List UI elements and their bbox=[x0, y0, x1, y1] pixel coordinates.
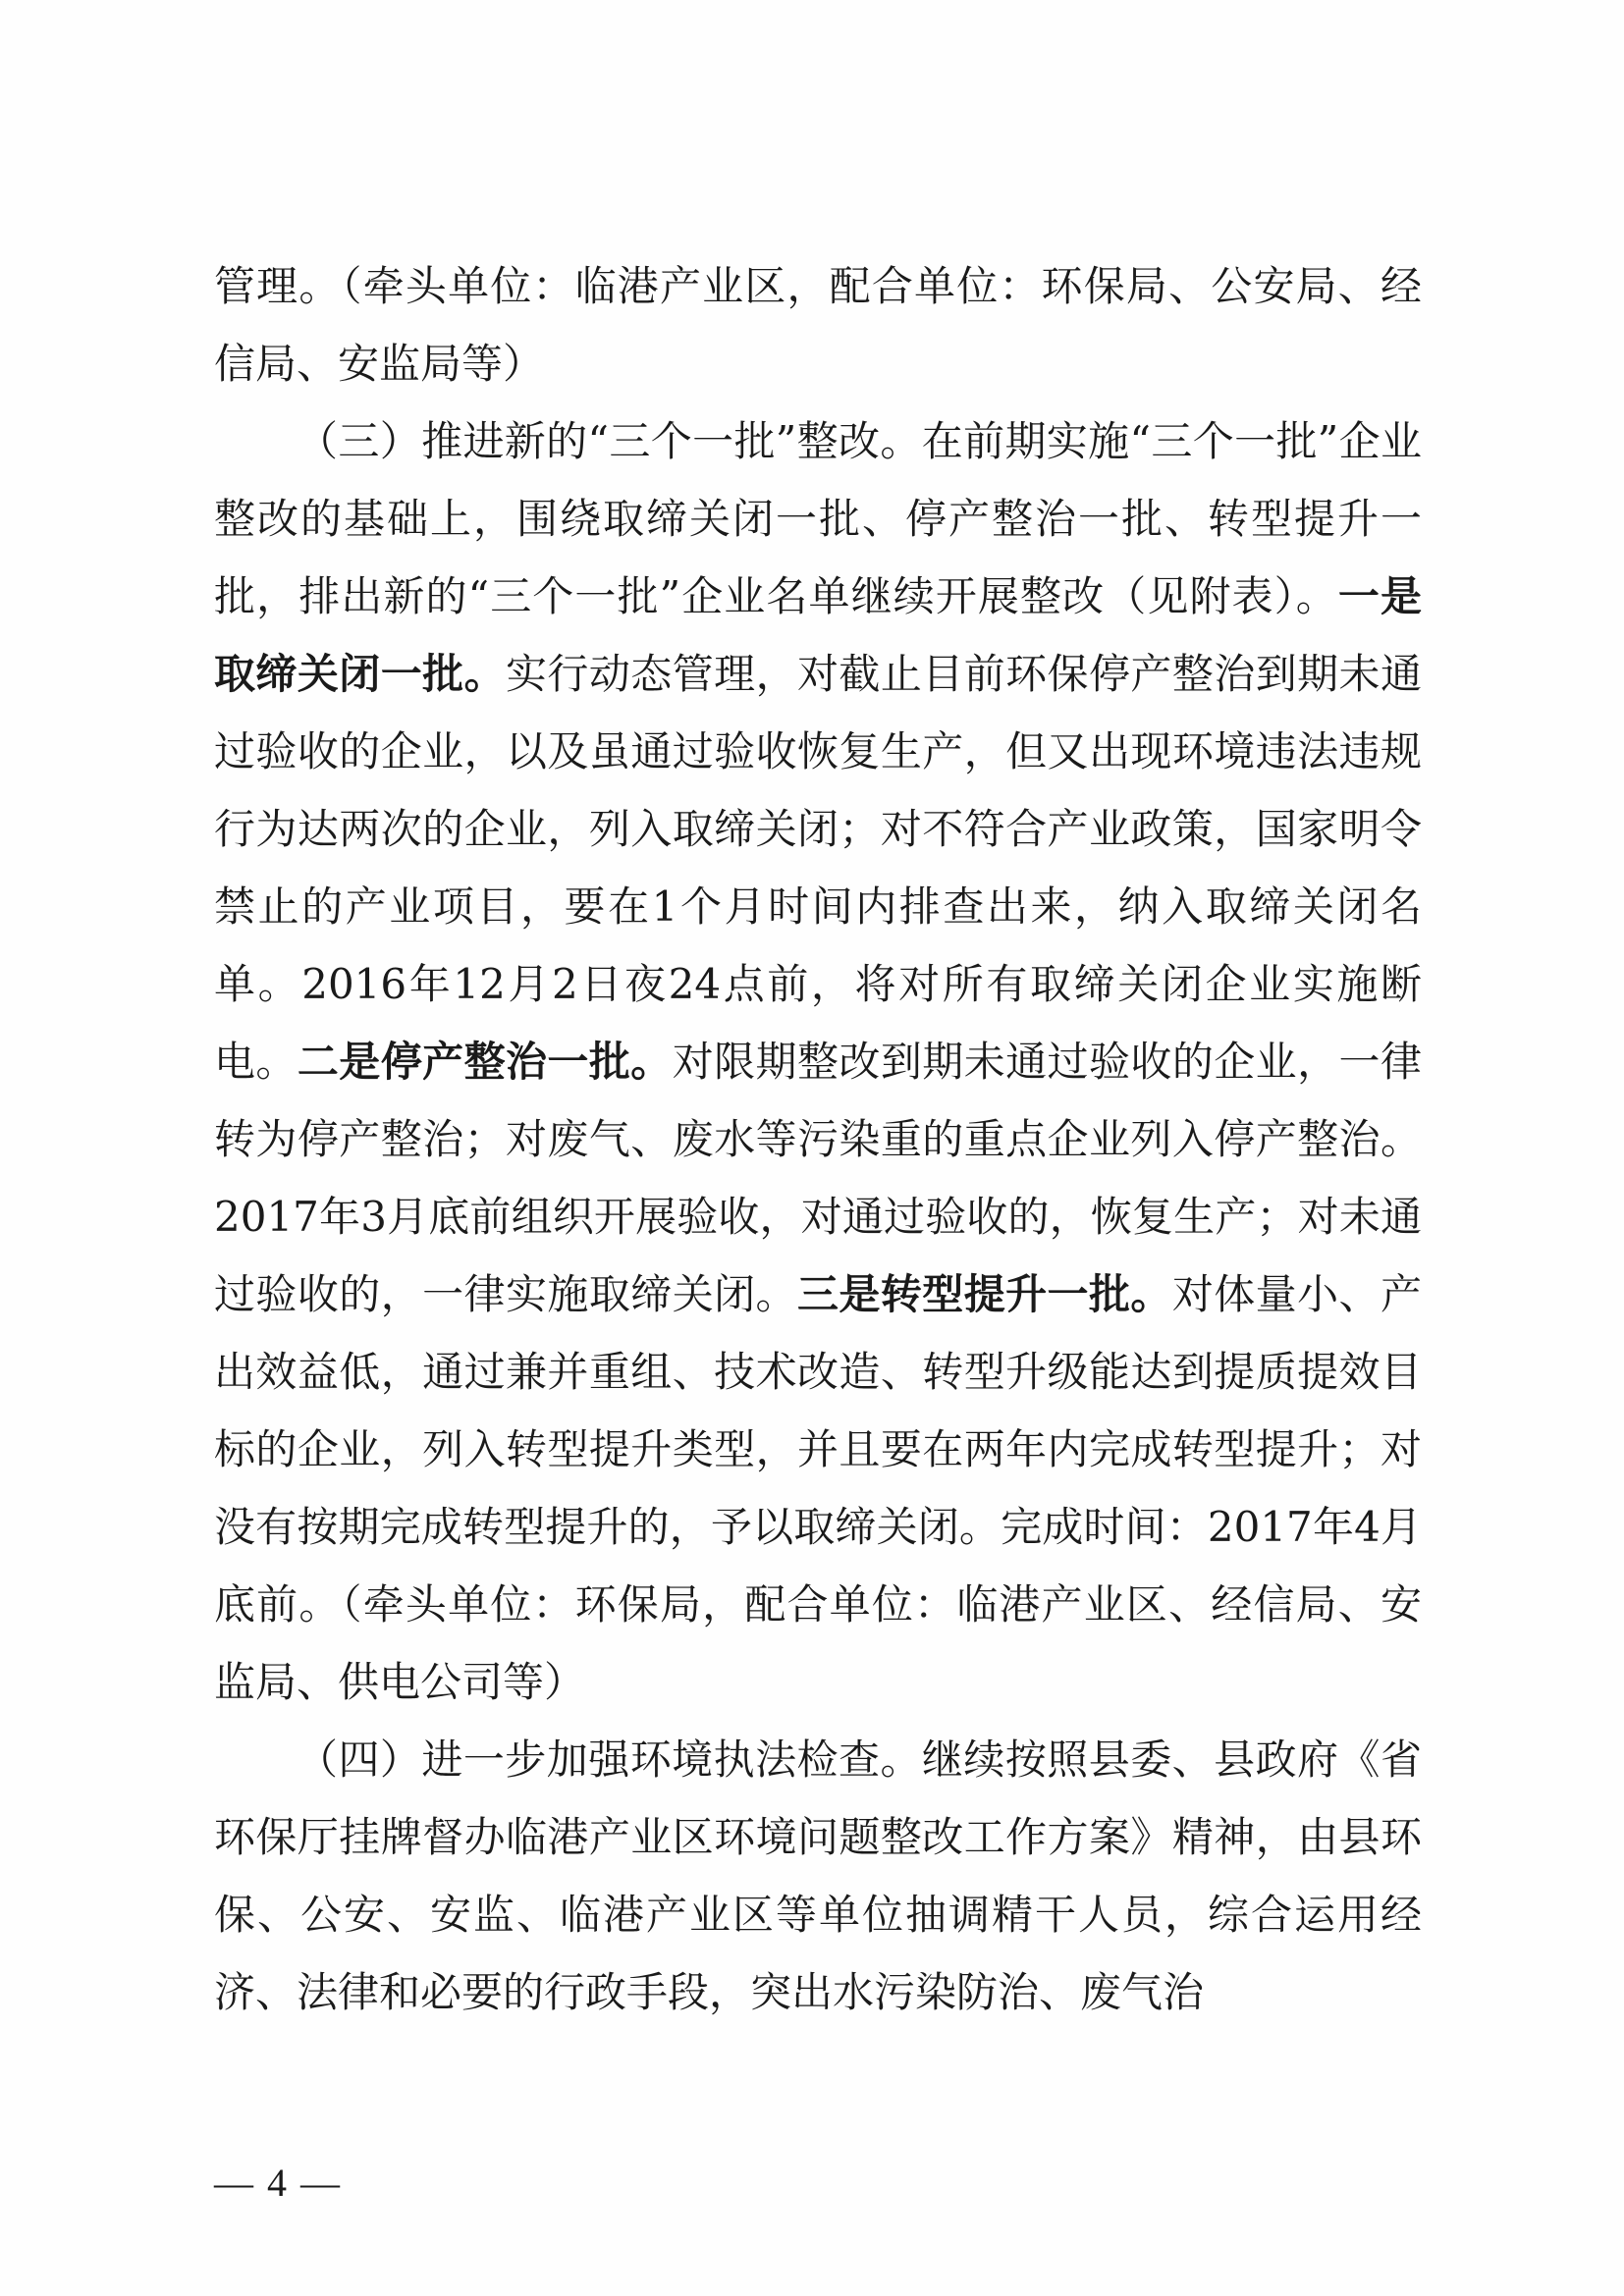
paragraph-3-text: （四）进一步加强环境执法检查。继续按照县委、县政府《省环保厅挂牌督办临港产业区环境问题整改工作方案》精神，由县环保、公安、安监、临港产业区等单位抽调精干人员，综合运用经济、法律和必要的行政手段，突出水污染防治、废气治 bbox=[214, 1735, 1422, 2016]
paragraph-2-close-text: 实行动态管理，对截止目前环保停产整治到期未通过验收的企业，以及虽通过验收恢复生产，但又出现环境违法违规行为达两次的企业，列入取缔关闭；对不符合产业政策，国家明令禁止的产业项目，要在1个月时间内排查出来，纳入取缔关闭名单。2016年12月2日夜24点前，将对所有取缔关闭企业实施断电。 bbox=[214, 650, 1422, 1086]
paragraph-1 bbox=[214, 247, 1422, 402]
body-text bbox=[214, 247, 1422, 2031]
heading-upgrade-batch: 三是转型提升一批。 bbox=[796, 1270, 1172, 1318]
paragraph-3 bbox=[214, 1721, 1422, 2031]
heading-suspend-batch: 二是停产整治一批。 bbox=[297, 1038, 673, 1086]
heading-close-batch: 一是取缔关闭一批。 bbox=[214, 572, 1422, 698]
paragraph-1-text: 管理。（牵头单位：临港产业区，配合单位：环保局、公安局、经信局、安监局等） bbox=[214, 262, 1422, 388]
paragraph-2-upgrade-text: 对体量小、产出效益低，通过兼并重组、技术改造、转型升级能达到提质提效目标的企业，列入转型提升类型，并且要在两年内完成转型提升；对没有按期完成转型提升的，予以取缔关闭。完成时间：2017年4月底前。（牵头单位：环保局，配合单位：临港产业区、经信局、安监局、供电公司等） bbox=[214, 1270, 1422, 1706]
paragraph-2-suspend-text: 对限期整改到期未通过验收的企业，一律转为停产整治；对废气、废水等污染重的重点企业列入停产整治。2017年3月底前组织开展验收，对通过验收的，恢复生产；对未通过验收的，一律实施取缔关闭。 bbox=[214, 1038, 1422, 1318]
paragraph-2-intro: （三）推进新的“三个一批”整改。在前期实施“三个一批”企业整改的基础上，围绕取缔关闭一批、停产整治一批、转型提升一批，排出新的“三个一批”企业名单继续开展整改（见附表）。 bbox=[214, 417, 1422, 620]
paragraph-2 bbox=[214, 402, 1422, 1721]
page-number: — 4 — bbox=[214, 2161, 342, 2205]
